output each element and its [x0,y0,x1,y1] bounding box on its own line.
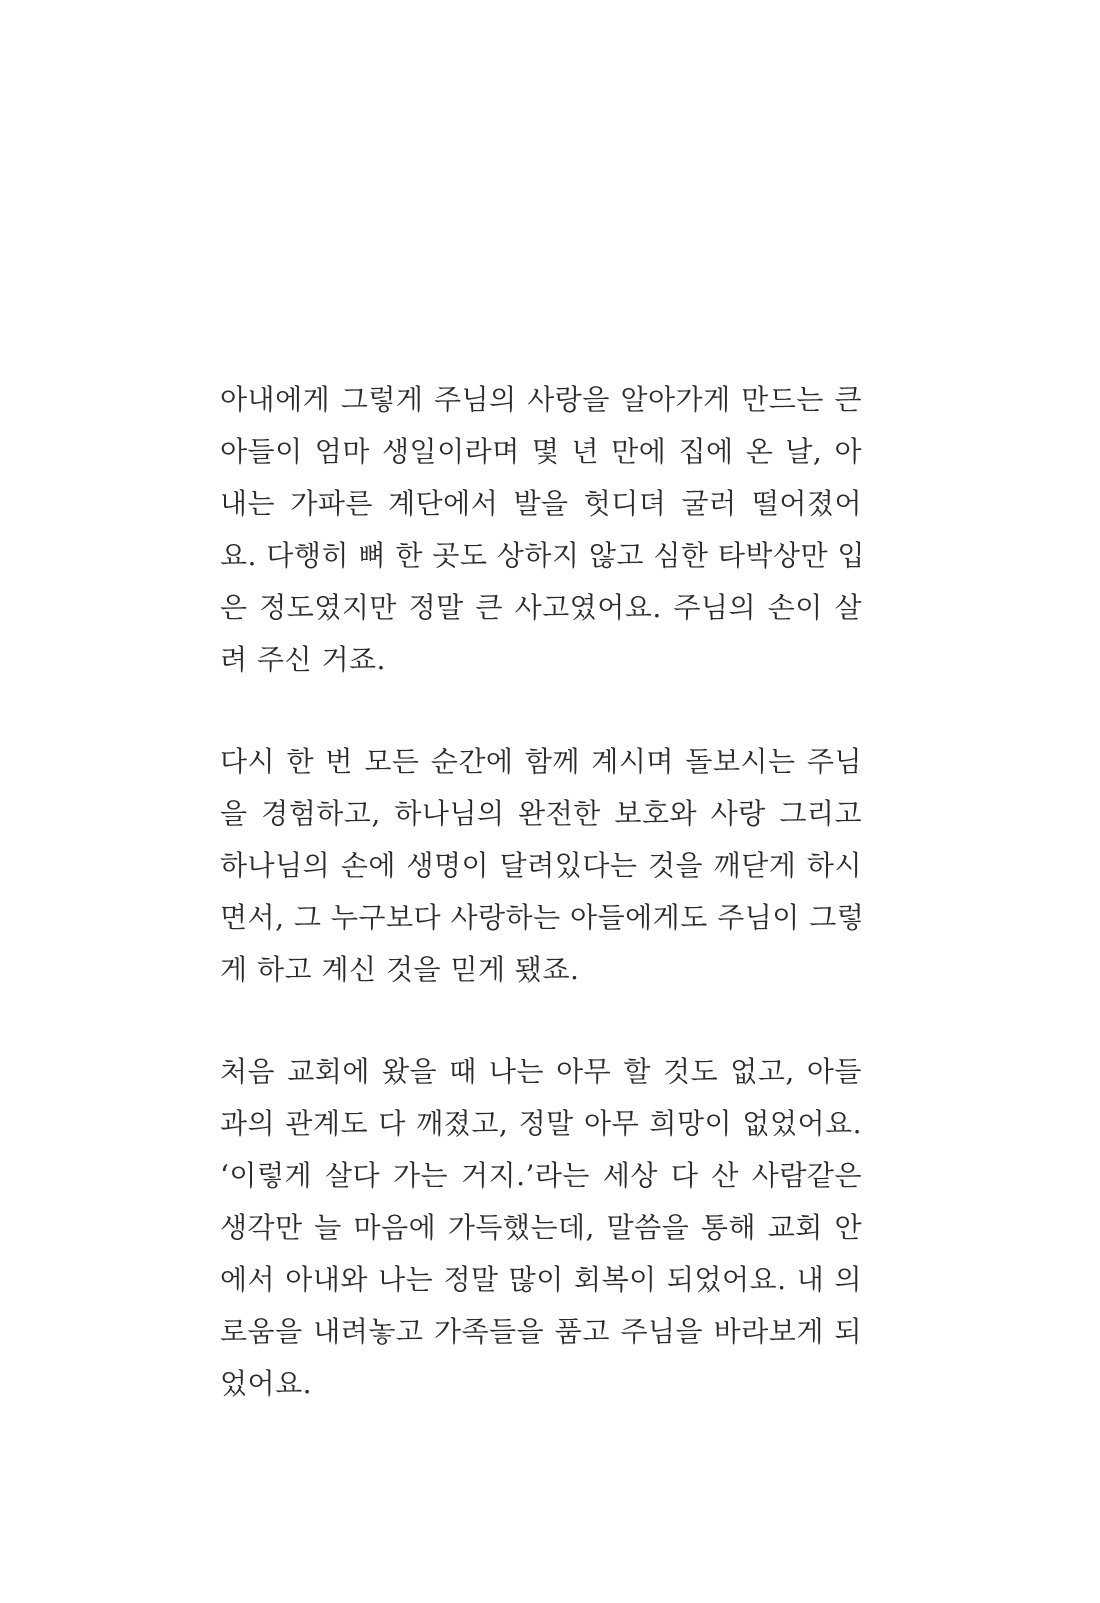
text-line: 은 정도였지만 정말 큰 사고였어요. 주님의 손이 살 [220,591,862,624]
text-line: 아내에게 그렇게 주님의 사랑을 알아가게 만드는 큰 [220,383,862,416]
text-line: 려 주신 거죠. [220,643,386,676]
text-line: 게 하고 계신 것을 믿게 됐죠. [220,953,580,986]
text-line: 생각만 늘 마음에 가득했는데, 말씀을 통해 교회 안 [220,1211,862,1244]
text-line: 로움을 내려놓고 가족들을 품고 주님을 바라보게 되 [220,1315,862,1348]
text-line: 하나님의 손에 생명이 달려있다는 것을 깨닫게 하시 [220,849,862,882]
body-text [220,374,865,1460]
paragraph-2 [220,736,865,996]
paragraph-1 [220,374,865,686]
text-line: 과의 관계도 다 깨졌고, 정말 아무 희망이 없었어요. [220,1107,862,1140]
text-line: 아들이 엄마 생일이라며 몇 년 만에 집에 온 날, 아 [220,435,862,468]
text-line: 에서 아내와 나는 정말 많이 회복이 되었어요. 내 의 [220,1263,862,1296]
text-line: 다시 한 번 모든 순간에 함께 계시며 돌보시는 주님 [220,745,862,778]
text-line: 처음 교회에 왔을 때 나는 아무 할 것도 없고, 아들 [220,1055,862,1088]
paragraph-3 [220,1046,862,1410]
text-line: 었어요. [220,1367,313,1400]
text-line: 요. 다행히 뼈 한 곳도 상하지 않고 심한 타박상만 입 [220,539,865,572]
text-line: 을 경험하고, 하나님의 완전한 보호와 사랑 그리고 [220,797,862,830]
text-line: 면서, 그 누구보다 사랑하는 아들에게도 주님이 그렇 [220,901,865,934]
text-line: ‘이렇게 살다 가는 거지.’라는 세상 다 산 사람같은 [220,1159,862,1192]
text-line: 내는 가파른 계단에서 발을 헛디뎌 굴러 떨어졌어 [220,487,862,520]
